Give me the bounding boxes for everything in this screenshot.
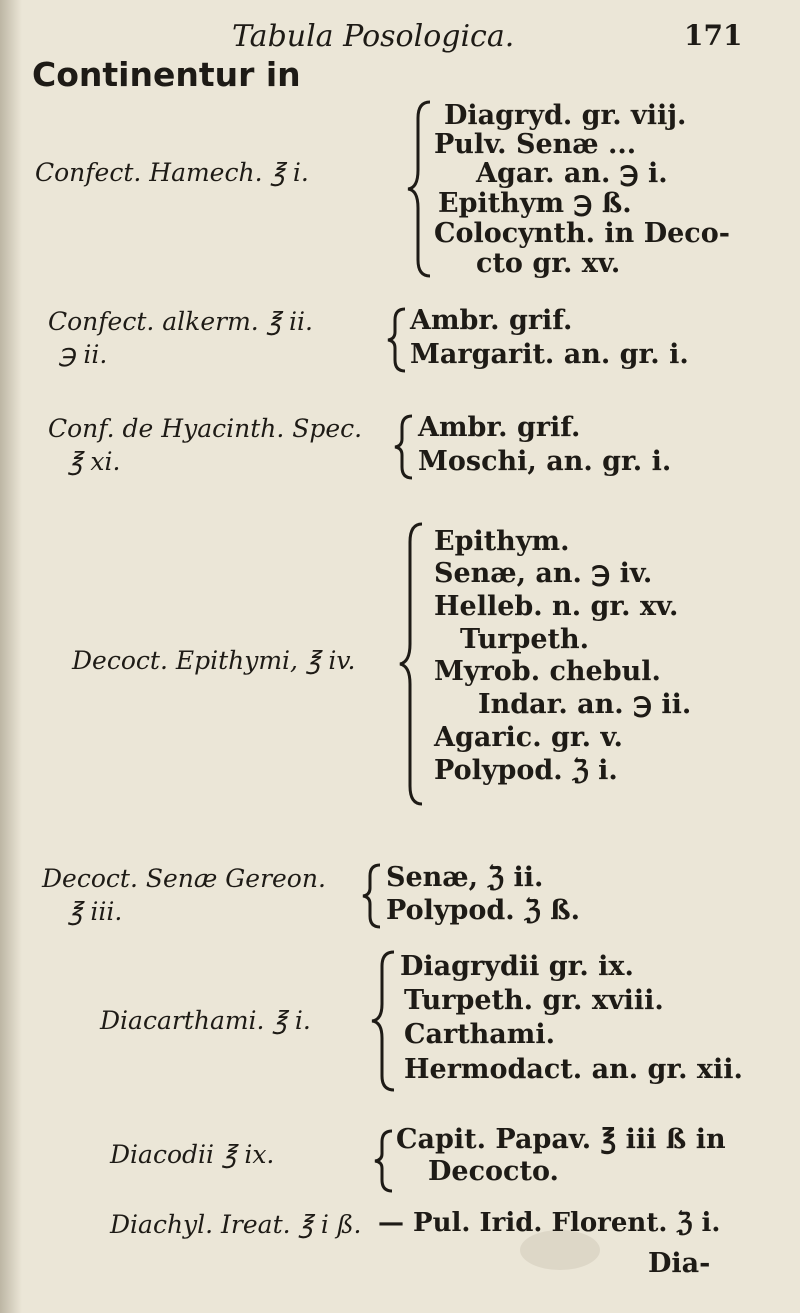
ingredient: Decocto. (428, 1156, 559, 1187)
ingredient: Carthami. (404, 1019, 556, 1050)
ingredient: Colocynth. in Deco- (434, 218, 730, 249)
ingredient: Turpeth. (460, 624, 590, 655)
running-header: Tabula Posologica. (232, 19, 515, 54)
ingredient: Helleb. n. gr. xv. (434, 591, 679, 622)
entry-label: Confect. Hamech. ℥ i. (35, 158, 309, 187)
entry-label: Decoct. Epithymi, ℥ iv. (72, 646, 356, 675)
ingredient: — Pul. Irid. Florent. ℨ i. (378, 1208, 721, 1238)
entry-label: ℥ iii. (68, 897, 123, 926)
ingredient: Epithym ℈ ß. (438, 188, 632, 219)
page-number: 171 (684, 19, 743, 52)
brace-icon (372, 1128, 396, 1194)
ingredient: Diagrydii gr. ix. (400, 951, 634, 982)
ingredient: Capit. Papav. ℥ iii ß in (396, 1124, 726, 1155)
entry-label: Conf. de Hyacinth. Spec. (48, 414, 363, 443)
brace-icon (360, 862, 384, 930)
catchword: Dia- (648, 1248, 711, 1279)
page-edge-shadow (0, 0, 22, 1313)
ingredient: Turpeth. gr. xviii. (404, 985, 664, 1016)
ingredient: Pulv. Senæ ... (434, 129, 637, 160)
entry-label: Confect. alkerm. ℥ ii. (48, 307, 313, 336)
brace-icon (404, 98, 434, 280)
entry-label: Diacarthami. ℥ i. (100, 1006, 311, 1035)
ingredient: Ambr. grif. (418, 412, 581, 443)
ingredient: Hermodact. an. gr. xii. (404, 1054, 743, 1085)
lead-text: Continentur in (32, 55, 301, 94)
ingredient: Polypod. ℨ ß. (386, 895, 581, 926)
ingredient: Myrob. chebul. (434, 656, 661, 687)
brace-icon (396, 520, 426, 808)
entry-label: Decoct. Senæ Gereon. (42, 864, 326, 893)
ingredient: Diagryd. gr. viij. (444, 100, 687, 131)
ingredient: Moschi, an. gr. i. (418, 446, 672, 477)
entry-label: ℈ ii. (58, 340, 108, 369)
ingredient: Senæ, ℨ ii. (386, 862, 544, 893)
ingredient: Agaric. gr. v. (434, 722, 623, 753)
ingredient: Margarit. an. gr. i. (410, 339, 689, 370)
ingredient: Epithym. (434, 526, 570, 557)
entry-label: ℥ xi. (68, 447, 121, 476)
brace-icon (368, 948, 398, 1094)
ingredient: Senæ, an. ℈ iv. (434, 558, 653, 589)
ingredient: Agar. an. ℈ i. (476, 158, 668, 189)
entry-label: Diachyl. Ireat. ℥ i ß. (110, 1210, 362, 1239)
ingredient: cto gr. xv. (476, 248, 621, 279)
ingredient: Ambr. grif. (410, 305, 573, 336)
ingredient: Polypod. ℨ i. (434, 755, 618, 786)
entry-label: Diacodii ℥ ix. (110, 1140, 275, 1169)
ingredient: Indar. an. ℈ ii. (478, 689, 692, 720)
brace-icon (392, 413, 416, 481)
brace-icon (385, 306, 409, 374)
